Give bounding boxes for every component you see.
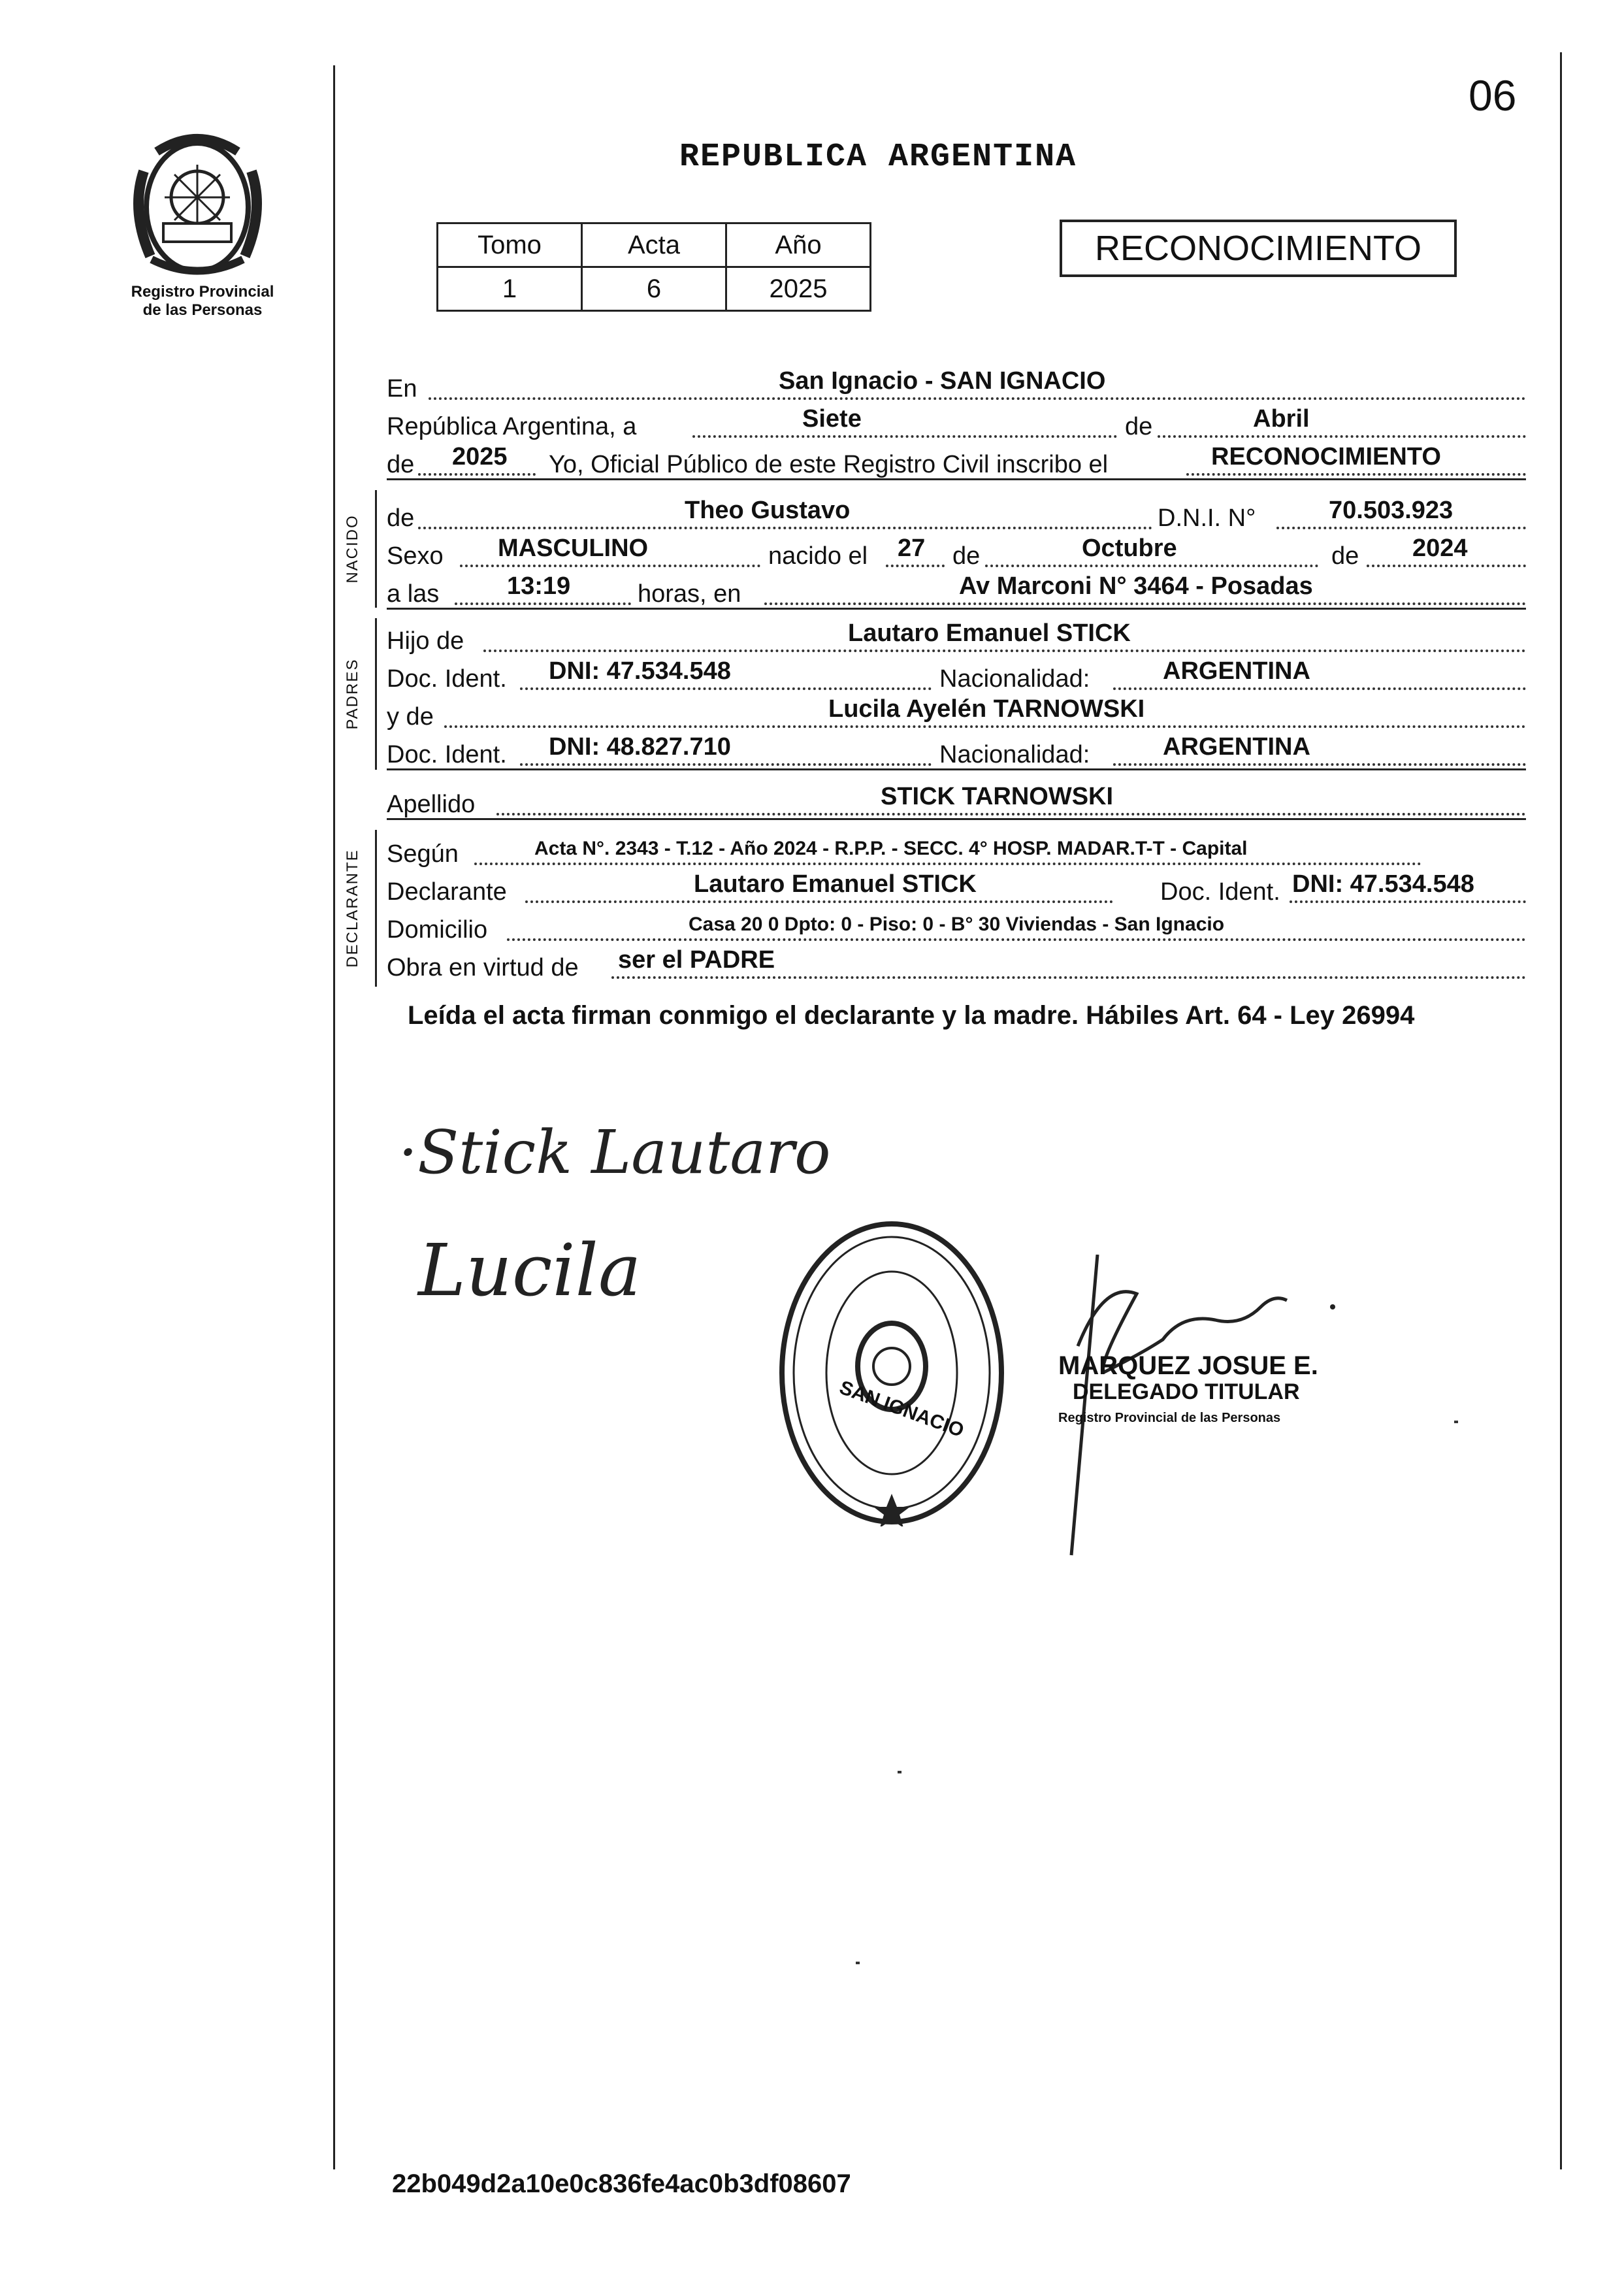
label-hijo-de: Hijo de — [387, 627, 464, 655]
label-de-nac-mes: de — [952, 542, 981, 570]
fill-dia — [692, 405, 1117, 438]
value-lugar-nac: Av Marconi N° 3464 - Posadas — [959, 572, 1313, 600]
right-margin-line — [1560, 52, 1562, 2169]
value-padre-nac: ARGENTINA — [1163, 657, 1310, 685]
label-obra-en-virtud: Obra en virtud de — [387, 954, 579, 981]
value-dni: 70.503.923 — [1329, 497, 1453, 524]
label-de-nombre: de — [387, 504, 415, 532]
value-dia: Siete — [802, 405, 862, 433]
value-padre-doc: DNI: 47.534.548 — [549, 657, 731, 685]
label-a-las: a las — [387, 580, 440, 608]
acta-header: Acta — [582, 223, 726, 267]
fill-mes — [1158, 405, 1526, 438]
anio-header: Año — [726, 223, 871, 267]
label-en: En — [387, 375, 417, 403]
row-padre — [387, 619, 1526, 656]
label-nacionalidad-padre: Nacionalidad: — [939, 665, 1090, 693]
separator — [387, 818, 1526, 820]
declarante-bracket — [375, 830, 377, 987]
section-declarante-label: DECLARANTE — [344, 849, 361, 968]
row-apellido — [387, 783, 1526, 819]
section-padres-label: PADRES — [344, 658, 361, 730]
seal-bottom-text: SAN IGNACIO — [836, 1376, 967, 1442]
signature-declarante: ·Stick Lautaro — [398, 1117, 831, 1187]
value-madre-doc: DNI: 48.827.710 — [549, 733, 731, 761]
label-de-mes: de — [1125, 413, 1153, 440]
label-y-de: y de — [387, 703, 434, 731]
separator — [387, 608, 1526, 610]
value-apellido: STICK TARNOWSKI — [881, 783, 1114, 810]
value-segun: Acta N°. 2343 - T.12 - Año 2024 - R.P.P. - SECC. 4° HOSP. MADAR.T-T - Capital — [534, 838, 1248, 859]
label-nacido-el: nacido el — [768, 542, 868, 570]
official-org: Registro Provincial de las Personas — [1058, 1411, 1281, 1425]
label-de-anio: de — [387, 451, 415, 478]
stray-mark — [1454, 1421, 1458, 1423]
row-fecha — [387, 405, 1526, 442]
official-name: MARQUEZ JOSUE E. — [1058, 1351, 1318, 1380]
value-nac-dia: 27 — [898, 535, 926, 562]
row-domicilio — [387, 908, 1526, 945]
row-nombre — [387, 497, 1526, 533]
value-obra: ser el PADRE — [618, 946, 775, 974]
value-tipo: RECONOCIMIENTO — [1211, 443, 1441, 470]
label-nacionalidad-madre: Nacionalidad: — [939, 741, 1090, 768]
label-doc-ident-declarante: Doc. Ident. — [1160, 878, 1280, 906]
value-nac-anio: 2024 — [1412, 535, 1468, 562]
document-title: REPUBLICA ARGENTINA — [679, 139, 1077, 176]
value-lugar: San Ignacio - SAN IGNACIO — [779, 367, 1106, 395]
label-segun: Según — [387, 840, 459, 868]
stray-mark — [856, 1962, 860, 1964]
signature-madre: Lucila — [418, 1228, 641, 1312]
row-segun — [387, 832, 1526, 869]
value-mes: Abril — [1253, 405, 1310, 433]
reference-table — [436, 222, 871, 312]
label-doc-ident-madre: Doc. Ident. — [387, 741, 507, 768]
left-margin-line — [333, 65, 335, 2169]
label-doc-ident-padre: Doc. Ident. — [387, 665, 507, 693]
section-nacido-label: NACIDO — [344, 514, 361, 584]
stray-mark — [898, 1771, 901, 1773]
act-type-box: RECONOCIMIENTO — [1060, 220, 1457, 277]
padres-bracket — [375, 618, 377, 770]
value-declarante: Lautaro Emanuel STICK — [694, 870, 977, 898]
registry-name — [105, 283, 300, 320]
value-nombre: Theo Gustavo — [685, 497, 851, 524]
official-seal-icon — [777, 1219, 1006, 1526]
label-domicilio: Domicilio — [387, 916, 488, 944]
page-number: 06 — [1469, 71, 1517, 120]
value-domicilio: Casa 20 0 Dpto: 0 - Piso: 0 - B° 30 Viviendas - San Ignacio — [689, 914, 1225, 935]
official-stamp — [1058, 1353, 1318, 1431]
nacido-bracket — [375, 490, 377, 608]
document-code: 22b049d2a10e0c836fe4ac0b3df08607 — [392, 2169, 851, 2198]
label-horas-en: horas, en — [638, 580, 741, 608]
value-madre-nac: ARGENTINA — [1163, 733, 1310, 761]
label-sexo: Sexo — [387, 542, 444, 570]
label-apellido: Apellido — [387, 791, 476, 818]
separator — [387, 478, 1526, 480]
anio-value: 2025 — [726, 267, 871, 311]
acta-value: 6 — [582, 267, 726, 311]
registry-name-line1: Registro Provincial — [131, 283, 274, 301]
row-madre — [387, 695, 1526, 732]
separator — [387, 768, 1526, 770]
label-yo-oficial: Yo, Oficial Público de este Registro Civil inscribo el — [549, 451, 1109, 478]
registry-name-line2: de las Personas — [142, 301, 263, 319]
label-de-nac-anio: de — [1331, 542, 1359, 570]
tomo-header: Tomo — [438, 223, 582, 267]
closing-text: Leída el acta firman conmigo el declarante y la madre. Hábiles Art. 64 - Ley 26994 — [408, 1001, 1415, 1030]
row-declarante — [387, 870, 1526, 907]
provincial-coat-of-arms-icon — [118, 125, 278, 286]
label-republica: República Argentina, a — [387, 413, 637, 440]
official-title: DELEGADO TITULAR — [1073, 1379, 1300, 1404]
row-hora — [387, 572, 1526, 609]
row-padre-doc — [387, 657, 1526, 694]
label-declarante: Declarante — [387, 878, 507, 906]
row-anio — [387, 443, 1526, 480]
row-lugar — [387, 367, 1526, 404]
value-madre: Lucila Ayelén TARNOWSKI — [828, 695, 1145, 723]
value-padre: Lautaro Emanuel STICK — [848, 619, 1131, 647]
row-sexo — [387, 535, 1526, 571]
value-nac-mes: Octubre — [1082, 535, 1177, 562]
value-anio: 2025 — [452, 443, 508, 470]
tomo-value: 1 — [438, 267, 582, 311]
row-obra — [387, 946, 1526, 983]
row-madre-doc — [387, 733, 1526, 770]
label-dni: D.N.I. N° — [1158, 504, 1256, 532]
value-hora: 13:19 — [507, 572, 571, 600]
value-declarante-doc: DNI: 47.534.548 — [1292, 870, 1474, 898]
value-sexo: MASCULINO — [498, 535, 649, 562]
